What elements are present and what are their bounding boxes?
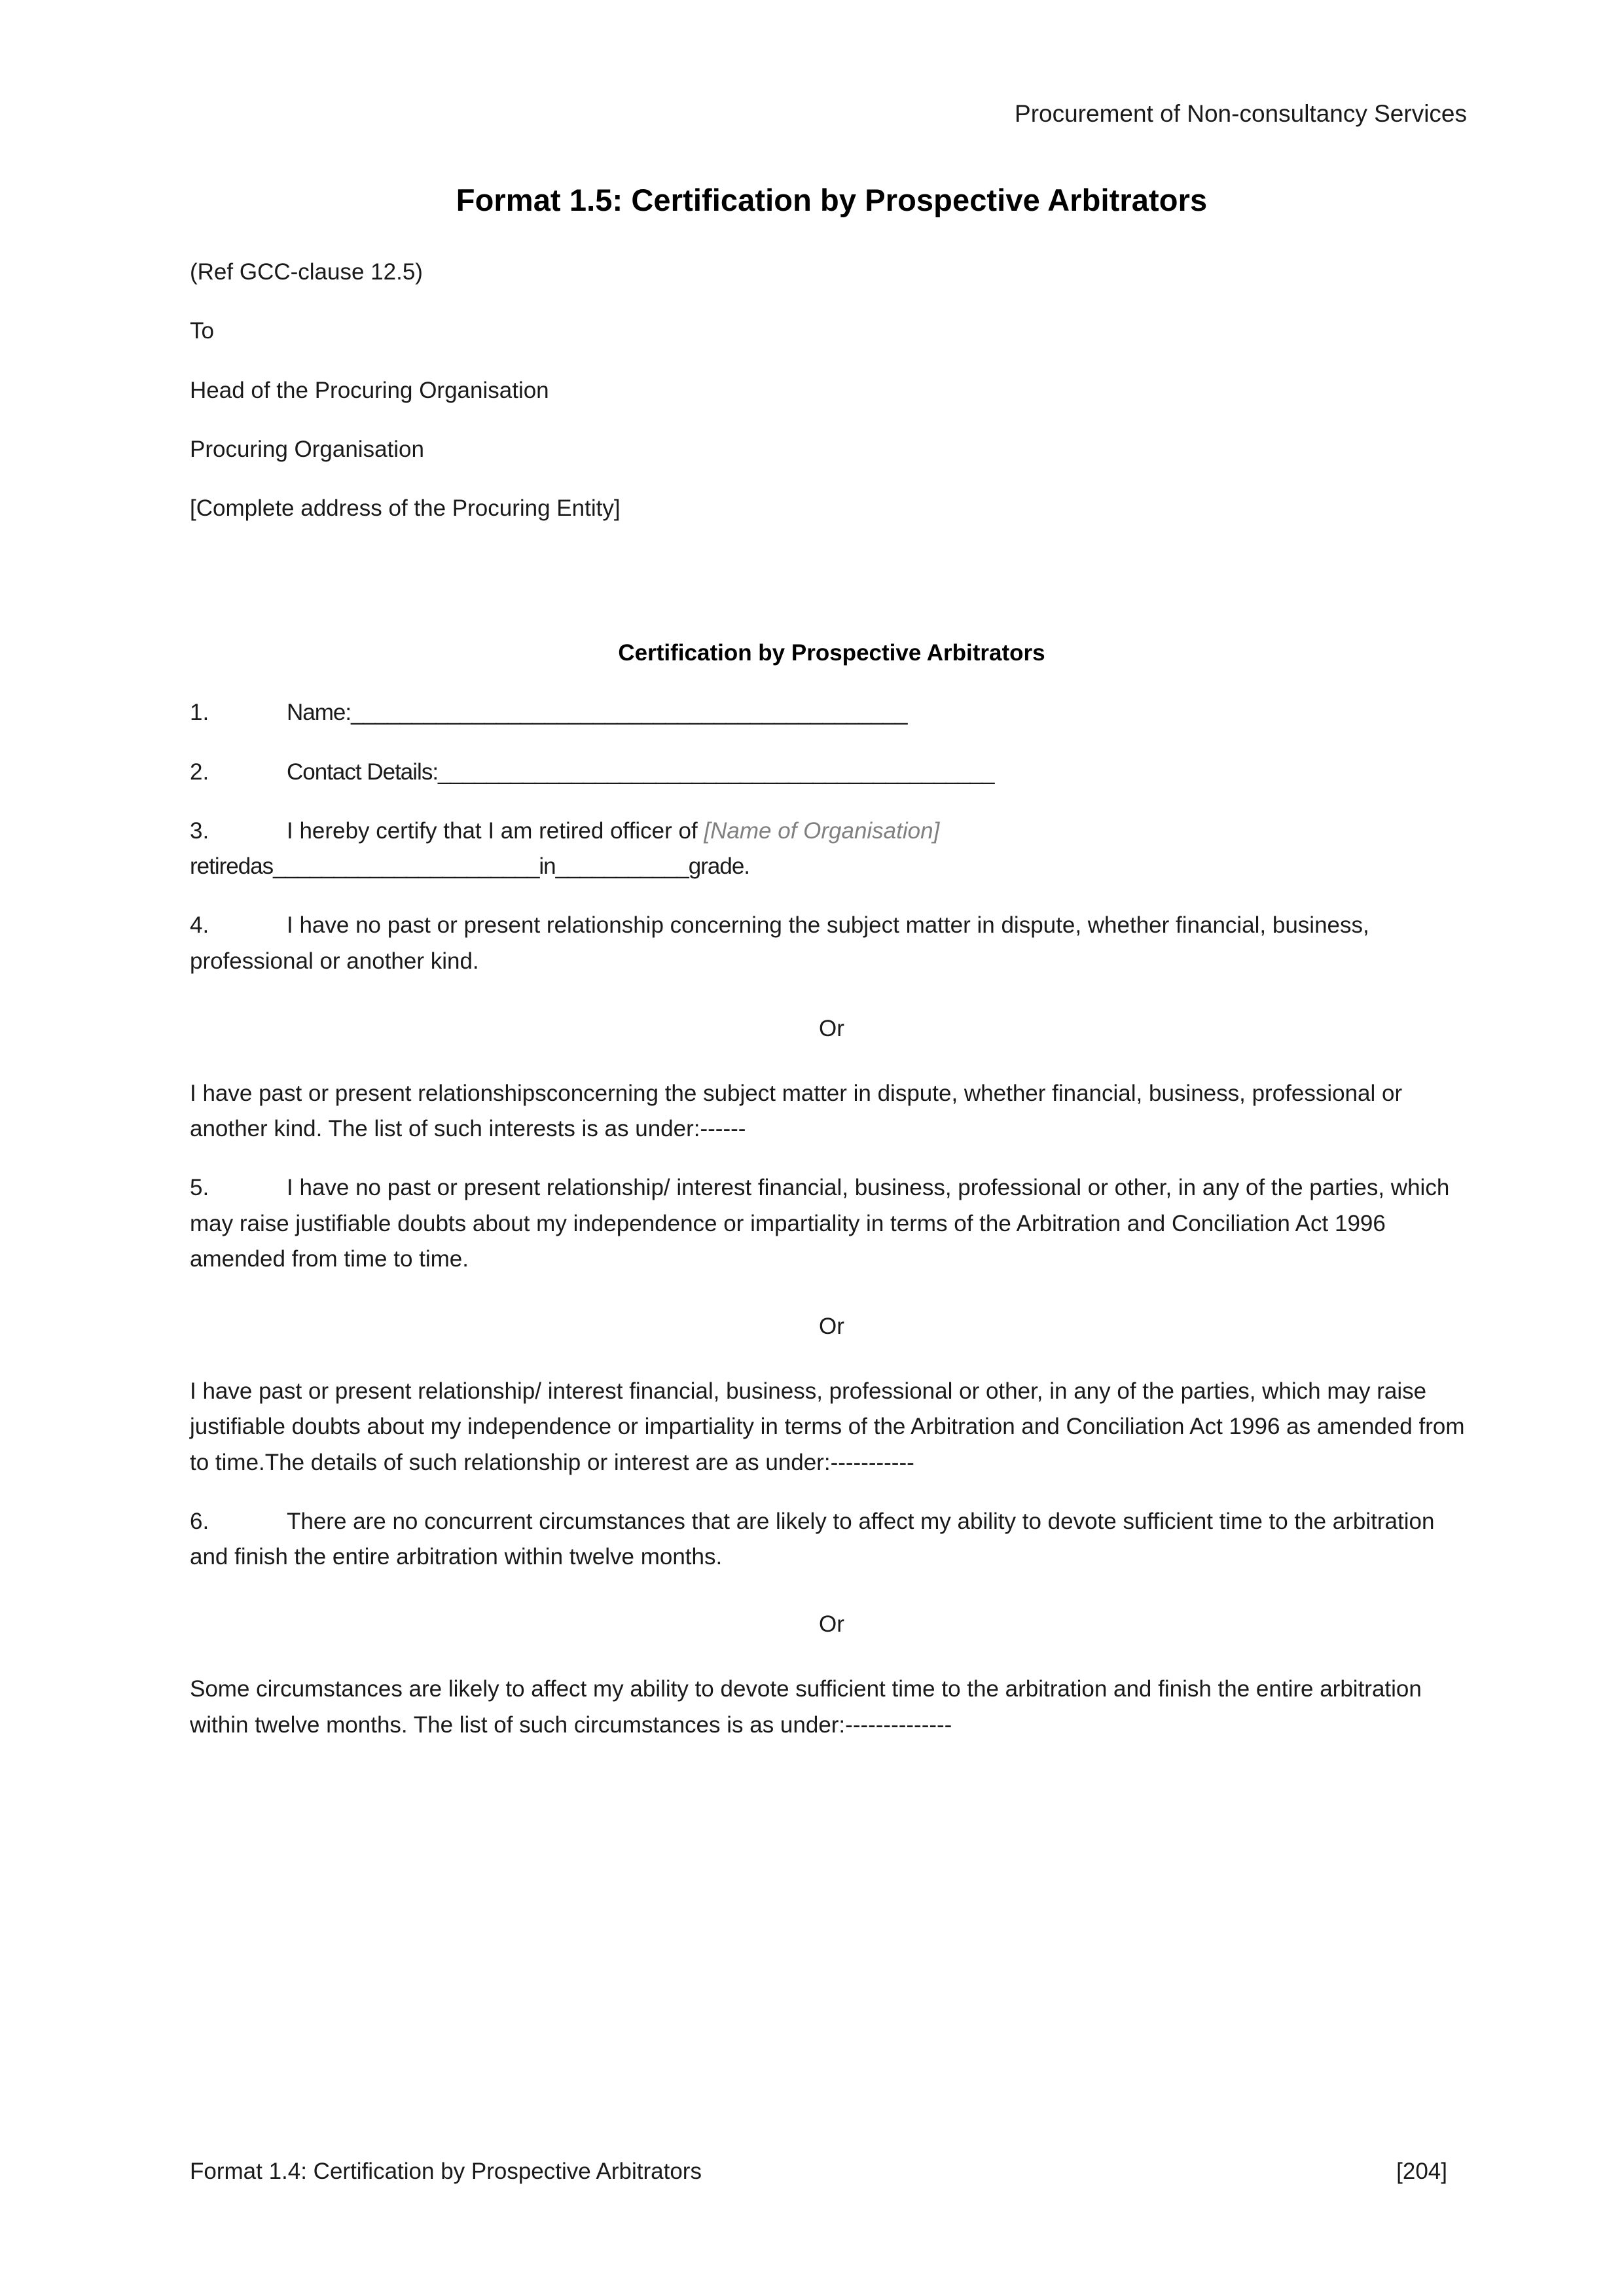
clause-3-text-before: I hereby certify that I am retired officer of — [287, 817, 704, 844]
footer-left-text: Format 1.4: Certification by Prospective Arbitrators — [190, 2159, 702, 2184]
title-spacer — [190, 550, 1473, 584]
alternative-clause-6: Some circumstances are likely to affect my ability to devote sufficient time to the arbitration and finish the entire arbitration within twelve months. The list of such circumstances is as under:-------------- — [190, 1676, 1422, 1738]
reference-line: (Ref GCC-clause 12.5) — [190, 259, 423, 285]
clause-5-number: 5. — [190, 1175, 209, 1201]
page-title: Format 1.5: Certification by Prospective Arbitrators — [456, 183, 1208, 218]
or-separator-3: Or — [819, 1611, 844, 1638]
running-header: Procurement of Non-consultancy Services — [1015, 100, 1467, 127]
addressee-label: To — [190, 318, 214, 344]
clause-3 — [190, 814, 1473, 885]
clause-2-number: 2. — [190, 759, 209, 785]
clause-5 — [190, 1170, 1473, 1277]
or-separator-1: Or — [819, 1015, 844, 1041]
clause-1 — [190, 695, 1473, 730]
clause-2-text: Contact Details:______________________________________________ — [287, 759, 994, 785]
footer-page-number: [204] — [1396, 2159, 1447, 2184]
addressee-line-3: [Complete address of the Procuring Entity] — [190, 495, 621, 522]
addressee-line-2: Procuring Organisation — [190, 436, 424, 462]
clause-3-text-after: retiredas______________________in___________grade. — [190, 853, 750, 880]
alternative-clause-4: I have past or present relationshipsconcerning the subject matter in dispute, whether financial, business, professional or another kind. The list of such interests is as under:------ — [190, 1080, 1403, 1142]
clause-5-text: I have no past or present relationship/ interest financial, business, professional or other, in any of the parties, which may raise justifiable doubts about my independence or impartiality in terms of the Arbitration and Conciliation Act 1996 amended from time to time. — [190, 1175, 1450, 1272]
clause-1-number: 1. — [190, 700, 209, 726]
clause-6-number: 6. — [190, 1508, 209, 1534]
addressee-line-1: Head of the Procuring Organisation — [190, 377, 549, 403]
clause-2 — [190, 755, 1473, 790]
alternative-clause-5: I have past or present relationship/ interest financial, business, professional or other, in any of the parties, which may raise justifiable doubts about my independence or impartiality in terms of the Arbitration and Conciliation Act 1996 as amended from to time.The details of such relationship or interest are as under:----------- — [190, 1378, 1465, 1475]
clause-4-text: I have no past or present relationship concerning the subject matter in dispute, whether financial, business, professional or another kind. — [190, 912, 1369, 974]
or-separator-2: Or — [819, 1314, 844, 1340]
clause-6-text: There are no concurrent circumstances that are likely to affect my ability to devote sufficient time to the arbitration and finish the entire arbitration within twelve months. — [190, 1508, 1435, 1570]
page-footer — [190, 2159, 1473, 2185]
clause-6 — [190, 1504, 1473, 1575]
clause-4-number: 4. — [190, 912, 209, 939]
clause-4 — [190, 908, 1473, 979]
clause-1-text: Name:______________________________________________ — [287, 700, 907, 726]
clause-3-number: 3. — [190, 817, 209, 844]
clause-3-placeholder: [Name of Organisation] — [704, 817, 940, 844]
section-title: Certification by Prospective Arbitrators — [618, 640, 1045, 666]
